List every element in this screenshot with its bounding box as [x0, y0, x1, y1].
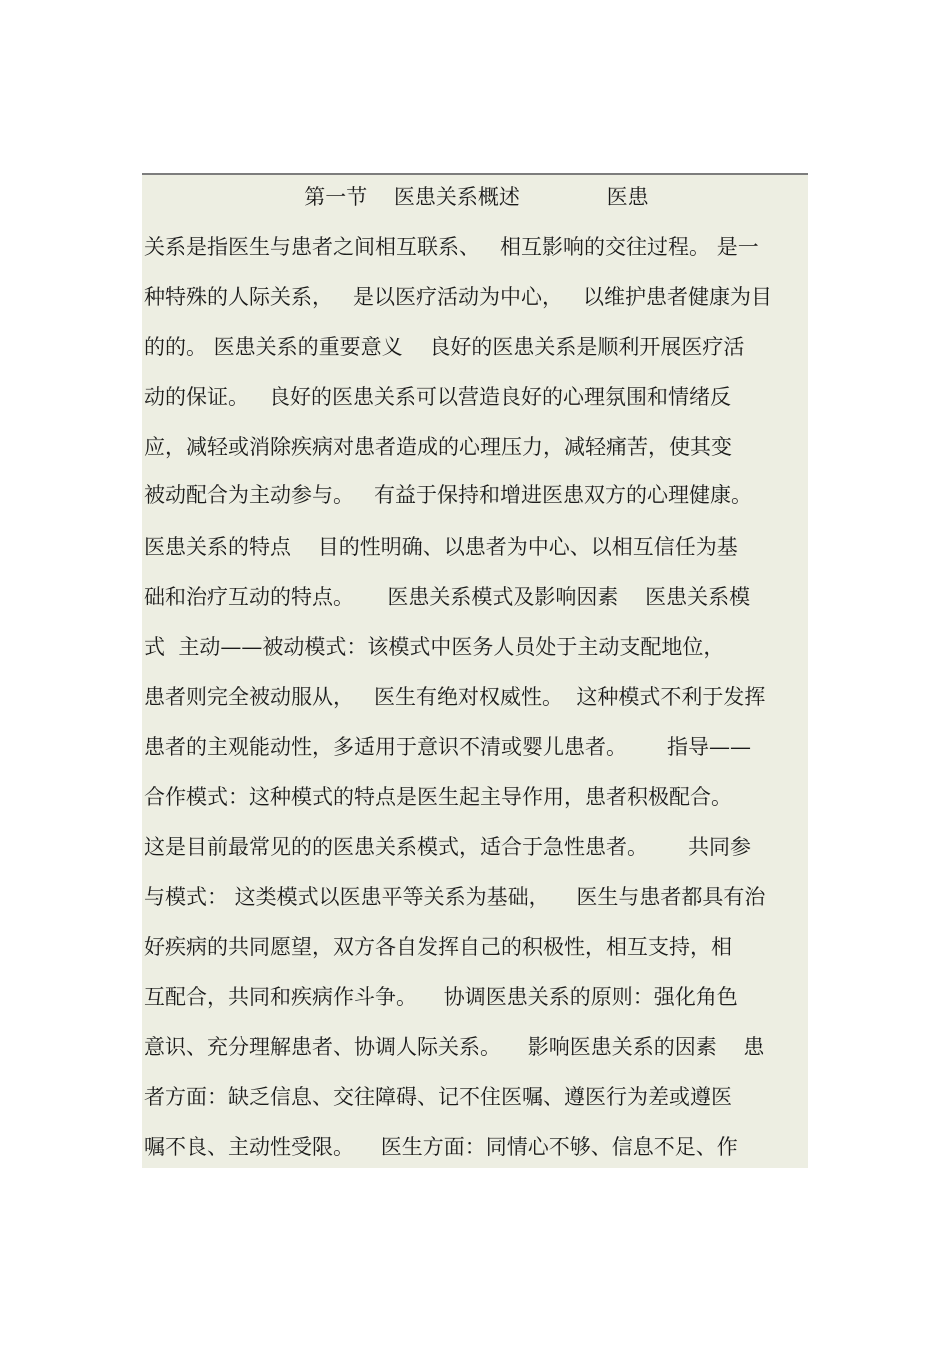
text-line-14: 这是目前最常见的的医患关系模式，适合于急性患者。 共同参	[144, 835, 752, 859]
text-line-10: 式 主动——被动模式：该模式中医务人员处于主动支配地位，	[144, 635, 725, 659]
text-line-3: 种特殊的人际关系， 是以医疗活动为中心， 以维护患者健康为目	[144, 285, 773, 309]
text-line-7: 被动配合为主动参与。 有益于保持和增进医患双方的心理健康。	[144, 483, 753, 507]
text-line-18: 意识、充分理解患者、协调人际关系。 影响医患关系的因素 患	[144, 1035, 765, 1059]
text-line-5: 动的保证。 良好的医患关系可以营造良好的心理氛围和情绪反	[144, 385, 732, 409]
text-line-20: 嘱不良、主动性受限。 医生方面：同情心不够、信息不足、作	[144, 1135, 738, 1159]
text-line-8: 医患关系的特点 目的性明确、以患者为中心、以相互信任为基	[144, 535, 738, 559]
text-line-12: 患者的主观能动性，多适用于意识不清或婴儿患者。 指导——	[144, 735, 752, 759]
text-line-17: 互配合，共同和疾病作斗争。 协调医患关系的原则：强化角色	[144, 985, 738, 1009]
document-panel	[142, 173, 808, 1168]
text-line-16: 好疾病的共同愿望，双方各自发挥自己的积极性，相互支持，相	[144, 935, 732, 959]
text-line-1: 第一节 医患关系概述 医患	[144, 185, 649, 209]
text-line-6: 应，减轻或消除疾病对患者造成的心理压力，减轻痛苦，使其变	[144, 435, 732, 459]
text-line-9: 础和治疗互动的特点。 医患关系模式及影响因素 医患关系模	[144, 585, 751, 609]
text-line-2: 关系是指医生与患者之间相互联系、 相互影响的交往过程。 是一	[144, 235, 759, 259]
text-line-15: 与模式： 这类模式以医患平等关系为基础， 医生与患者都具有治	[144, 885, 766, 909]
text-line-11: 患者则完全被动服从， 医生有绝对权威性。 这种模式不利于发挥	[144, 685, 766, 709]
text-line-19: 者方面：缺乏信息、交往障碍、记不住医嘱、遵医行为差或遵医	[144, 1085, 732, 1109]
text-line-13: 合作模式：这种模式的特点是医生起主导作用，患者积极配合。	[144, 785, 732, 809]
text-line-4: 的的。 医患关系的重要意义 良好的医患关系是顺利开展医疗活	[144, 335, 745, 359]
